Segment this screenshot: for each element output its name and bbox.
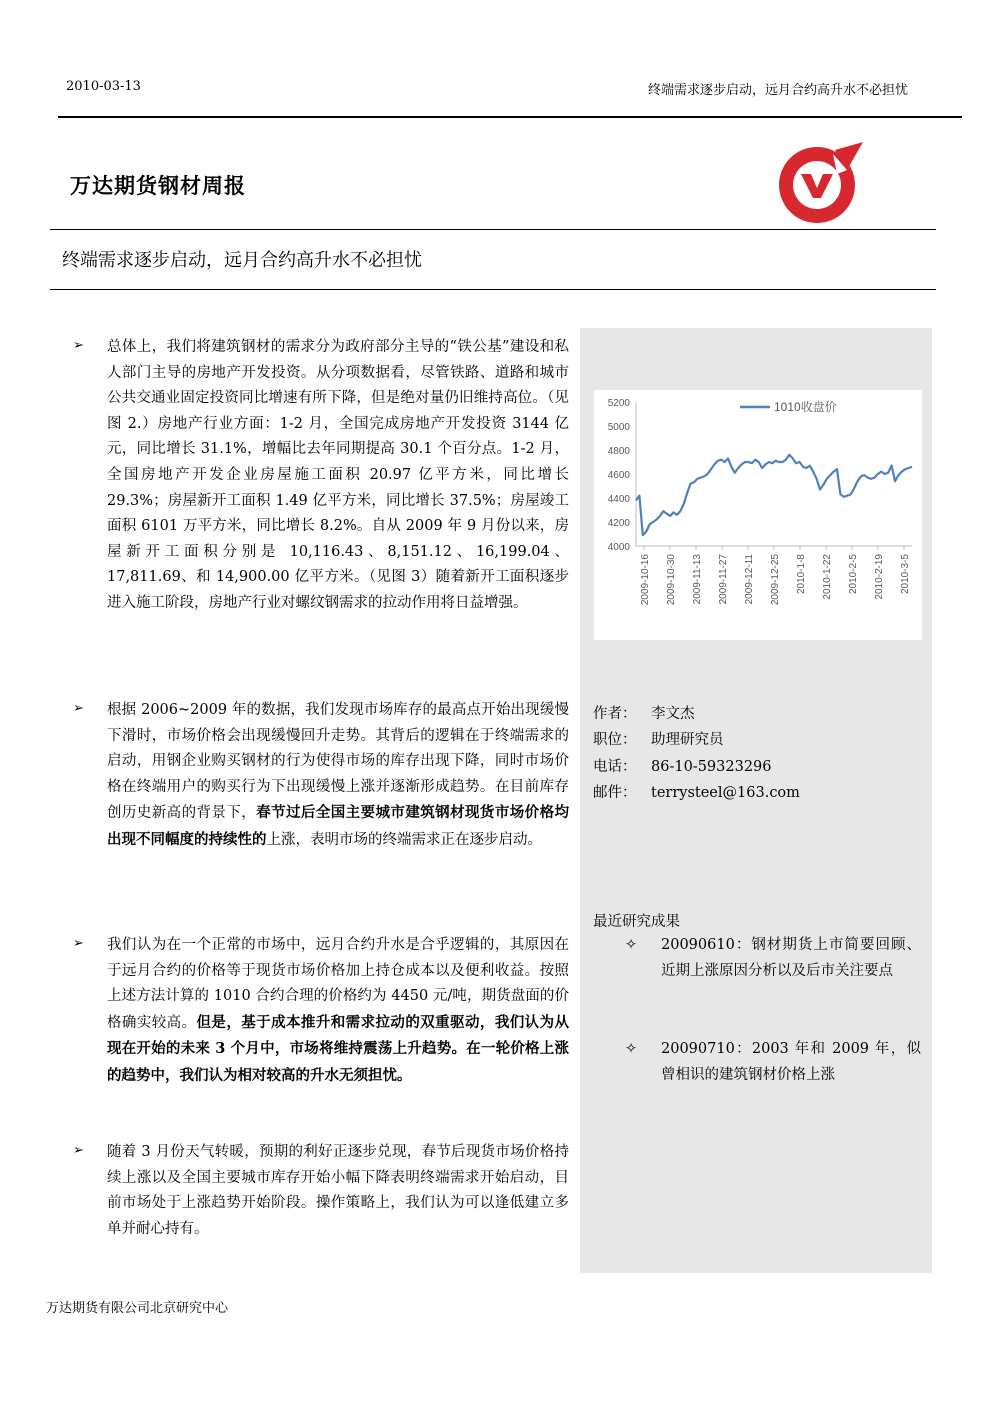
bullet-text-bold: 春节过后全国主要城市建筑钢材现货市场价格均出现不同幅度的持续性的 bbox=[107, 804, 570, 848]
author-email[interactable]: terrysteel@163.com bbox=[651, 785, 800, 801]
report-title: 万达期货钢材周报 bbox=[70, 173, 246, 198]
y-tick-label: 4600 bbox=[607, 470, 630, 481]
y-tick-label: 4400 bbox=[607, 494, 630, 505]
author-phone-label: 电话： bbox=[593, 759, 637, 775]
bullet-text-segment: 根据 2006~2009 年的数据，我们发现市场库存的最高点开始出现缓慢下滑时，市场价格会出现缓慢回升走势。其背后的逻辑在于终端需求的启动，用钢企业购买钢材的行为使得市场的库存出现下降，同时市场价格在终端用户的购买行为下出现缓慢上涨并逐渐形成趋势。在目前库存创历史新高的背景下， bbox=[107, 702, 569, 822]
arrowhead-bullet-icon: ➢ bbox=[73, 1143, 84, 1158]
footer-organization: 万达期货有限公司北京研究中心 bbox=[46, 1301, 229, 1316]
x-tick-label: 2009-12-11 bbox=[744, 554, 755, 605]
author-name: 李文杰 bbox=[651, 706, 695, 722]
x-tick-label: 2010-2-19 bbox=[874, 554, 885, 600]
diamond-star-icon: ✧ bbox=[625, 937, 638, 953]
bullet-text bbox=[107, 933, 569, 1090]
legend-label: 1010收盘价 bbox=[774, 400, 837, 414]
author-email-label: 邮件： bbox=[593, 785, 637, 801]
bullet-text-bold: 但是，基于成本推升和需求拉动的双重驱动，我们认为从现在开始的未来 3 个月中，市场将维持震荡上升趋势。在一轮价格上涨的趋势中，我们认为相对较高的升水无须担忧。 bbox=[107, 1013, 569, 1084]
author-title-label: 职位： bbox=[593, 732, 637, 748]
arrowhead-bullet-icon: ➢ bbox=[73, 701, 84, 716]
bullet-text-segment: 我们认为在一个正常的市场中，远月合约升水是合乎逻辑的，其原因在于远月合约的价格等于现货市场价格加上持仓成本以及便利收益。按照上述方法计算的 1010 合约合理的价格约为 4450 元/吨，期货盘面的价格确实较高。 bbox=[107, 937, 569, 1031]
header-date: 2010-03-13 bbox=[66, 79, 141, 94]
recent-research-title: 最近研究成果 bbox=[593, 914, 680, 930]
author-title-row bbox=[593, 728, 724, 749]
x-tick-label: 2009-10-30 bbox=[666, 554, 677, 606]
wanda-futures-logo-icon bbox=[773, 140, 865, 226]
bullet-text-segment: 上涨，表明市场的终端需求正在逐步启动。 bbox=[266, 831, 542, 848]
header-rule bbox=[58, 116, 962, 118]
subtitle-rule bbox=[50, 289, 936, 290]
y-tick-label: 5000 bbox=[607, 422, 630, 433]
bullet-text-segment: 随着 3 月份天气转暖，预期的利好正逐步兑现，春节后现货市场价格持续上涨以及全国主要城市库存开始小幅下降表明终端需求开始启动，目前市场处于上涨趋势开始阶段。操作策略上，我们认为可以逢低建立多单并耐心持有。 bbox=[107, 1144, 569, 1237]
x-tick-label: 2009-11-27 bbox=[718, 554, 729, 605]
x-tick-label: 2009-10-16 bbox=[640, 554, 651, 606]
y-tick-label: 4000 bbox=[607, 542, 630, 553]
x-tick-label: 2009-12-25 bbox=[770, 554, 781, 606]
arrowhead-bullet-icon: ➢ bbox=[73, 338, 84, 353]
bullet-text bbox=[107, 698, 569, 854]
x-tick-label: 2009-11-13 bbox=[692, 554, 703, 605]
bullet-text bbox=[107, 1140, 569, 1242]
author-email-row bbox=[593, 781, 800, 802]
bullet-text-segment: 总体上，我们将建筑钢材的需求分为政府部分主导的“铁公基”建设和私人部门主导的房地产开发投资。从分项数据看，尽管铁路、道路和城市公共交通业固定投资同比增速有所下降，但是绝对量仍旧维持高位。（见图 2.）房地产行业方面：1-2 月，全国完成房地产开发投资 3144 亿元，同比增长 31.1%，增幅比去年同期提高 30.1 个百分点。1-2 月，全国房地产开发企业房屋施工面积 20.97 亿平方米，同比增长 29.3%；房屋新开工面积 1.49 亿平方米，同比增长 37.5%；房屋竣工面积 6101 万平方米，同比增长 8.2%。自从 2009 年 9 月份以来，房屋新开工面积分别是 10,116.43、8,151.12、16,199.04、17,811.69、和 14,900.00 亿平方米。（见图 3）随着新开工面积逐步进入施工阶段，房地产行业对螺纹钢需求的拉动作用将日益增强。 bbox=[107, 339, 569, 611]
series-line-1010 bbox=[636, 455, 912, 535]
x-tick-label: 2010-3-5 bbox=[900, 554, 911, 595]
bullet-text bbox=[107, 335, 569, 617]
author-name-row bbox=[593, 702, 695, 723]
arrowhead-bullet-icon: ➢ bbox=[73, 936, 84, 951]
x-tick-label: 2010-1-22 bbox=[822, 554, 833, 600]
x-tick-label: 2010-1-8 bbox=[796, 554, 807, 595]
author-phone-row bbox=[593, 755, 772, 776]
recent-research-text: 20090610：钢材期货上市简要回顾、近期上涨原因分析以及后市关注要点 bbox=[661, 937, 921, 979]
recent-research-text: 20090710：2003 年和 2009 年，似曾相识的建筑钢材价格上涨 bbox=[661, 1041, 921, 1083]
y-tick-label: 4800 bbox=[607, 446, 630, 457]
y-tick-label: 5200 bbox=[607, 398, 630, 409]
report-subtitle: 终端需求逐步启动，远月合约高升水不必担忧 bbox=[62, 250, 422, 271]
y-tick-label: 4200 bbox=[607, 518, 630, 529]
price-chart-svg bbox=[594, 390, 922, 640]
author-title: 助理研究员 bbox=[651, 732, 724, 748]
author-phone: 86-10-59323296 bbox=[651, 759, 772, 775]
diamond-star-icon: ✧ bbox=[625, 1041, 638, 1057]
header-running-title: 终端需求逐步启动，远月合约高升水不必担忧 bbox=[647, 83, 908, 98]
x-tick-label: 2010-2-5 bbox=[848, 554, 859, 595]
author-name-label: 作者： bbox=[593, 706, 637, 722]
title-rule bbox=[50, 229, 936, 230]
price-chart bbox=[594, 390, 922, 640]
